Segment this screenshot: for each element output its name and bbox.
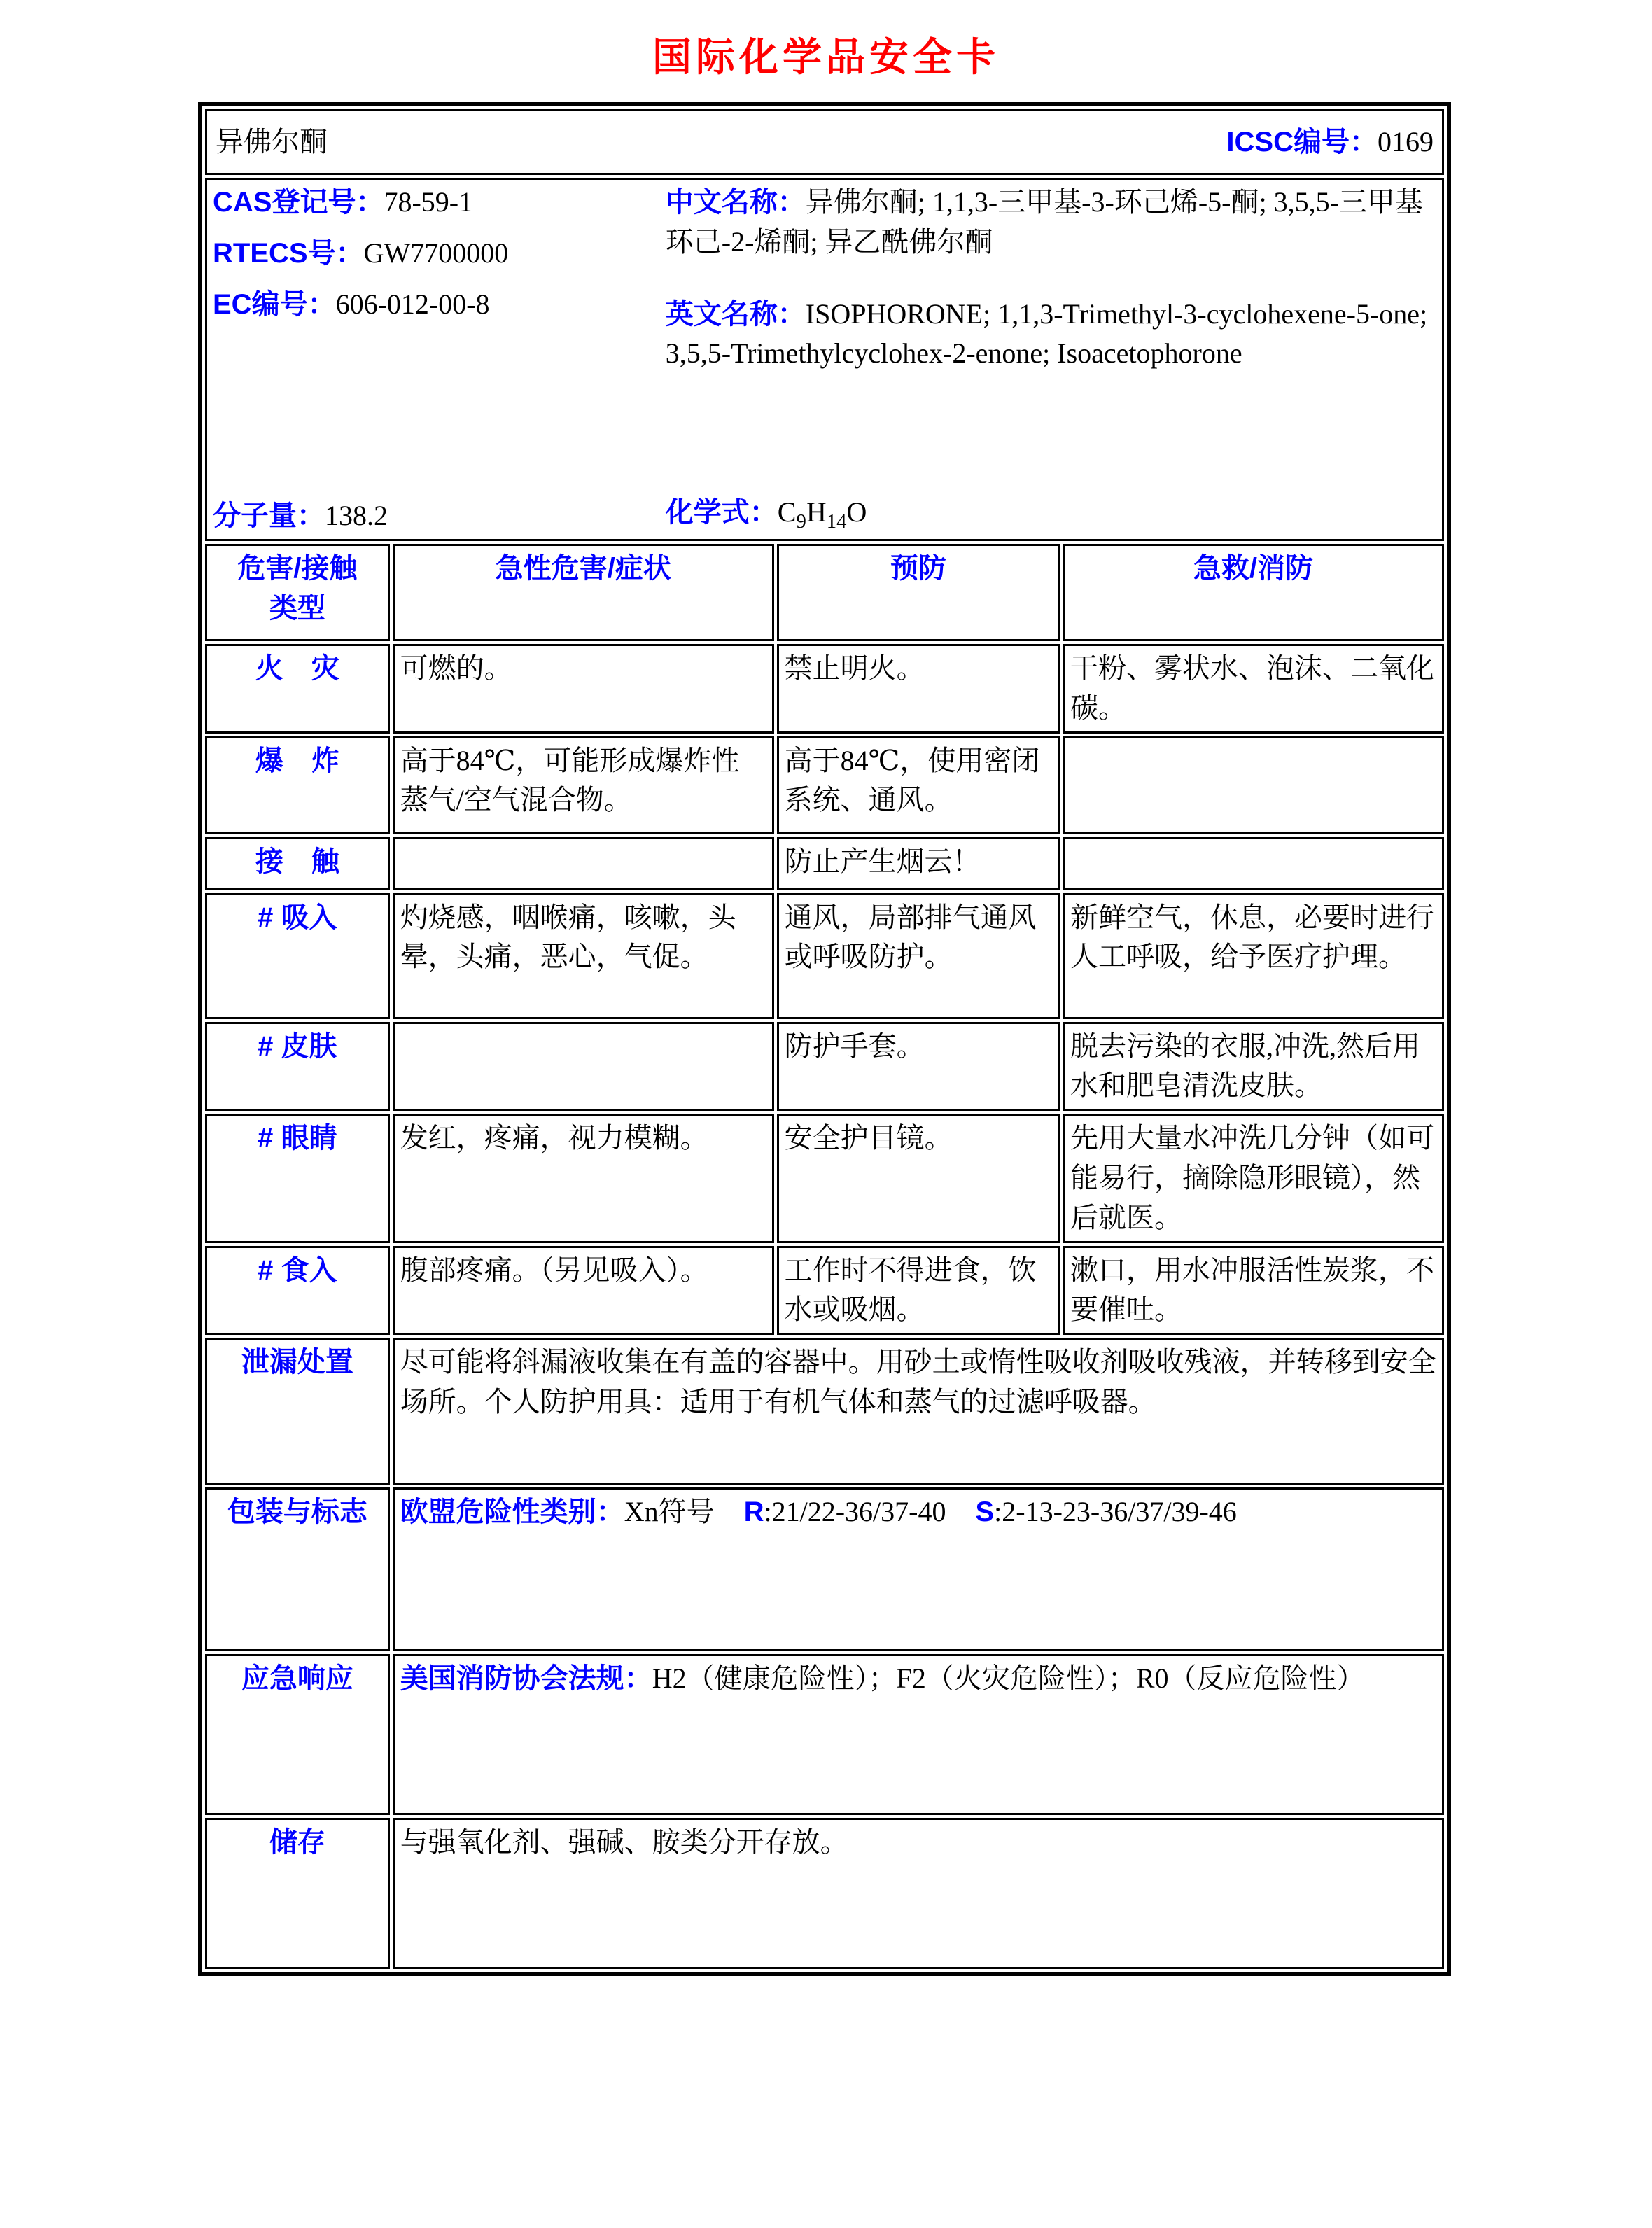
eyes-symptom-cell: 发红，疼痛，视力模糊。: [393, 1114, 774, 1242]
hazard-row-exposure: [205, 837, 1444, 890]
cas-number-line: [213, 183, 666, 223]
eyes-response-cell: 先用大量水冲洗几分钟（如可能易行，摘除隐形眼镜），然后就医。: [1063, 1114, 1444, 1242]
english-names-value: ISOPHORONE; 1,1,3-Trimethyl-3-cyclohexene-5-one; 3,5,5-Trimethylcyclohex-2-enone; Isoacetophorone: [665, 297, 1428, 370]
header-prevention: 预防: [777, 544, 1060, 641]
hazard-header-row: [205, 544, 1444, 641]
identifiers-row: [205, 178, 1444, 541]
chinese-names-label: 中文名称：: [665, 187, 806, 218]
row-label-emergency: 应急响应: [205, 1654, 390, 1815]
r-phrases-label: R: [743, 1497, 764, 1528]
s-phrases-label: S: [975, 1497, 995, 1528]
icsc-number-value: 0169: [1378, 125, 1434, 157]
chemical-formula-label: 化学式：: [665, 497, 778, 528]
english-names-label: 英文名称：: [665, 298, 806, 330]
spill-disposal-row: [205, 1338, 1444, 1485]
nfpa-code-value: H2（健康危险性）；F2（火灾危险性）；R0（反应危险性）: [652, 1662, 1365, 1695]
hazard-row-fire: [205, 644, 1444, 734]
row-label-spill-disposal: 泄漏处置: [205, 1338, 390, 1485]
identifiers-cell: [205, 178, 1444, 541]
header-acute-symptoms: 急性危害/症状: [393, 544, 774, 641]
hazard-row-inhalation: [205, 893, 1444, 1019]
chinese-names-value: 异佛尔酮; 1,1,3-三甲基-3-环己烯-5-酮; 3,5,5-三甲基环己-2-烯酮; 异乙酰佛尔酮: [665, 186, 1423, 258]
skin-prevention-cell: 防护手套。: [777, 1022, 1060, 1112]
rtecs-label: RTECS号：: [213, 237, 364, 269]
chinese-names-line: [666, 183, 1436, 262]
molecular-weight-line: [213, 496, 666, 536]
molecular-weight-label: 分子量：: [213, 500, 325, 532]
inhalation-response-cell: 新鲜空气，休息，必要时进行人工呼吸，给予医疗护理。: [1063, 893, 1444, 1019]
chemical-name: 异佛尔酮: [216, 125, 328, 157]
exposure-response-cell: [1063, 837, 1444, 890]
packaging-labelling-text: [393, 1487, 1444, 1651]
fire-prevention-cell: 禁止明火。: [777, 644, 1060, 734]
skin-symptom-cell: [393, 1022, 774, 1112]
hazard-row-ingestion: [205, 1246, 1444, 1336]
hazard-row-explosion: [205, 736, 1444, 834]
row-label-ingestion: # 食入: [205, 1246, 390, 1336]
icsc-card-table: [198, 102, 1451, 1976]
rtecs-value: GW7700000: [363, 237, 509, 269]
packaging-labelling-row: [205, 1487, 1444, 1651]
explosion-symptom-cell: 高于84℃，可能形成爆炸性蒸气/空气混合物。: [393, 736, 774, 834]
r-phrases-value: :21/22-36/37-40: [764, 1496, 946, 1528]
ec-value: 606-012-00-8: [335, 288, 490, 320]
row-label-exposure: 接 触: [205, 837, 390, 890]
eyes-prevention-cell: 安全护目镜。: [777, 1114, 1060, 1242]
english-names-line: [666, 295, 1436, 374]
row-label-inhalation: # 吸入: [205, 893, 390, 1019]
name-header-row: [205, 109, 1444, 175]
ingestion-response-cell: 漱口，用水冲服活性炭浆，不要催吐。: [1063, 1246, 1444, 1336]
s-phrases-value: :2-13-23-36/37/39-46: [994, 1496, 1237, 1528]
inhalation-prevention-cell: 通风，局部排气通风或呼吸防护。: [777, 893, 1060, 1019]
fire-symptom-cell: 可燃的。: [393, 644, 774, 734]
row-label-skin: # 皮肤: [205, 1022, 390, 1112]
chemical-formula-value: $C_9H_{14}O$: [777, 496, 867, 533]
header-hazard-type: 危害/接触 类型: [205, 544, 390, 641]
row-label-storage: 储存: [205, 1818, 390, 1969]
skin-response-cell: 脱去污染的衣服,冲洗,然后用水和肥皂清洗皮肤。: [1063, 1022, 1444, 1112]
eu-hazard-class-value: Xn符号: [624, 1496, 715, 1528]
header-first-aid: 急救/消防: [1063, 544, 1444, 641]
row-label-explosion: 爆 炸: [205, 736, 390, 834]
emergency-response-text: [393, 1654, 1444, 1815]
ingestion-prevention-cell: 工作时不得进食，饮水或吸烟。: [777, 1246, 1060, 1336]
page-title: 国际化学品安全卡: [652, 36, 1000, 80]
chemical-formula-line: [666, 493, 1436, 536]
icsc-number: [1226, 122, 1434, 162]
storage-row: [205, 1818, 1444, 1969]
ec-label: EC编号：: [213, 288, 336, 320]
explosion-response-cell: [1063, 736, 1444, 834]
row-label-fire: 火 灾: [205, 644, 390, 734]
cas-label: CAS登记号：: [213, 187, 384, 218]
nfpa-code-label: 美国消防协会法规：: [400, 1663, 652, 1695]
names-block: [666, 183, 1436, 536]
ec-number-line: [213, 285, 666, 325]
row-label-packaging: 包装与标志: [205, 1487, 390, 1651]
inhalation-symptom-cell: 灼烧感，咽喉痛，咳嗽，头晕，头痛，恶心，气促。: [393, 893, 774, 1019]
exposure-symptom-cell: [393, 837, 774, 890]
cas-value: 78-59-1: [384, 186, 473, 218]
row-label-eyes: # 眼睛: [205, 1114, 390, 1242]
explosion-prevention-cell: 高于84℃，使用密闭系统、通风。: [777, 736, 1060, 834]
molecular-weight-value: 138.2: [325, 500, 388, 532]
registry-numbers-block: [213, 183, 666, 536]
fire-response-cell: 干粉、雾状水、泡沫、二氧化碳。: [1063, 644, 1444, 734]
rtecs-number-line: [213, 234, 666, 274]
name-header-cell: [205, 109, 1444, 175]
hazard-row-skin: [205, 1022, 1444, 1112]
exposure-prevention-cell: 防止产生烟云！: [777, 837, 1060, 890]
ingestion-symptom-cell: 腹部疼痛。（另见吸入）。: [393, 1246, 774, 1336]
emergency-response-row: [205, 1654, 1444, 1815]
storage-text: 与强氧化剂、强碱、胺类分开存放。: [393, 1818, 1444, 1969]
eu-hazard-class-label: 欧盟危险性类别：: [400, 1497, 624, 1528]
spill-disposal-text: 尽可能将斜漏液收集在有盖的容器中。用砂土或惰性吸收剂吸收残液，并转移到安全场所。个人防护用具：适用于有机气体和蒸气的过滤呼吸器。: [393, 1338, 1444, 1485]
icsc-number-label: ICSC编号：: [1226, 126, 1378, 157]
hazard-row-eyes: [205, 1114, 1444, 1242]
